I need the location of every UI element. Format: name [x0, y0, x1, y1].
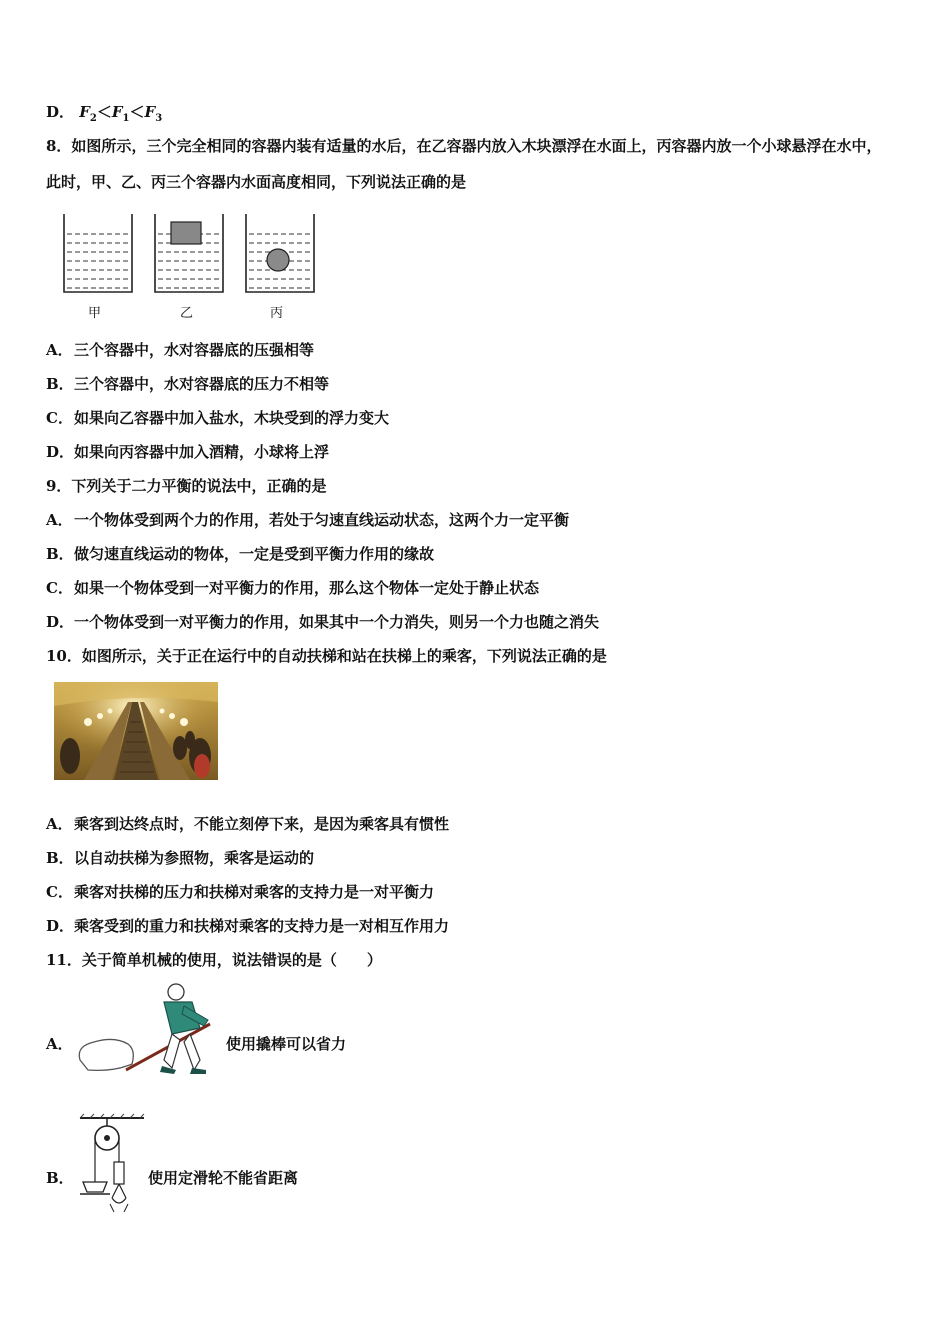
option-text: 一个物体受到一对平衡力的作用，如果其中一个力消失，则另一个力也随之消失 — [74, 613, 600, 631]
option-text: 以自动扶梯为参照物，乘客是运动的 — [74, 849, 315, 867]
q8-containers-figure — [58, 212, 322, 298]
small-ball — [267, 249, 289, 271]
var-f: F — [144, 103, 156, 121]
less-than: ＜ — [129, 103, 145, 121]
q9-option-d — [46, 612, 599, 632]
crowbar-figure — [74, 980, 224, 1076]
label-bing: 丙 — [270, 306, 284, 321]
option-text: 做匀速直线运动的物体，一定是受到平衡力作用的缘故 — [74, 545, 435, 563]
container-bing — [246, 214, 314, 292]
option-text: 如果一个物体受到一对平衡力的作用，那么这个物体一定处于静止状态 — [74, 579, 540, 597]
option-letter: C． — [46, 579, 73, 597]
option-letter: D． — [46, 917, 75, 935]
option-letter: D． — [46, 443, 75, 461]
q8-option-d — [46, 442, 329, 462]
var-f: F — [111, 103, 123, 121]
option-letter: A． — [46, 815, 73, 833]
option-text: 三个容器中，水对容器底的压力不相等 — [74, 375, 330, 393]
subscript: 1 — [122, 113, 130, 124]
less-than: ＜ — [96, 103, 112, 121]
q8-option-b — [46, 374, 329, 394]
option-letter: C． — [46, 409, 73, 427]
option-letter: D． — [46, 103, 75, 121]
label-jia: 甲 — [88, 306, 102, 321]
q10-option-d — [46, 916, 449, 936]
option-letter: B． — [46, 849, 74, 867]
fixed-pulley-figure — [74, 1112, 150, 1216]
label-yi: 乙 — [180, 306, 194, 321]
q9-option-b — [46, 544, 434, 564]
subscript: 3 — [155, 113, 163, 124]
option-text: 一个物体受到两个力的作用，若处于匀速直线运动状态，这两个力一定平衡 — [74, 511, 570, 529]
q11-option-a-letter: A． — [46, 1035, 73, 1053]
q11-option-b-letter: B． — [46, 1169, 74, 1187]
q9-option-a — [46, 510, 569, 530]
container-jia — [64, 214, 132, 292]
escalator-photo — [54, 682, 218, 780]
q11-option-a-text: 使用撬棒可以省力 — [226, 1035, 347, 1053]
container-yi — [155, 214, 223, 292]
option-letter: B． — [46, 375, 74, 393]
option-letter: A． — [46, 341, 73, 359]
q8-option-c — [46, 408, 389, 428]
option-letter: A． — [46, 511, 73, 529]
q8-option-a — [46, 340, 314, 360]
q11-option-b-text: 使用定滑轮不能省距离 — [148, 1169, 299, 1187]
q9-option-c — [46, 578, 539, 598]
q10-option-a — [46, 814, 449, 834]
option-text: 乘客受到的重力和扶梯对乘客的支持力是一对相互作用力 — [74, 917, 450, 935]
option-letter: D． — [46, 613, 75, 631]
q10-stem: 10．如图所示，关于正在运行中的自动扶梯和站在扶梯上的乘客，下列说法正确的是 — [46, 647, 607, 665]
subscript: 2 — [89, 113, 97, 124]
option-text: 乘客对扶梯的压力和扶梯对乘客的支持力是一对平衡力 — [74, 883, 435, 901]
q10-option-c — [46, 882, 434, 902]
q8-stem: 8．如图所示，三个完全相同的容器内装有适量的水后，在乙容器内放入木块漂浮在水面上，丙容器内放一个小球悬浮在水中，此时，甲、乙、丙三个容器内水面高度相同，下列说法正确的是 — [46, 137, 882, 191]
q7-option-d — [46, 102, 162, 129]
q10-option-b — [46, 848, 314, 868]
option-text: 如果向乙容器中加入盐水，木块受到的浮力变大 — [74, 409, 390, 427]
q9-stem: 9．下列关于二力平衡的说法中，正确的是 — [46, 477, 327, 495]
option-text: 乘客到达终点时，不能立刻停下来，是因为乘客具有惯性 — [74, 815, 450, 833]
q11-stem: 11．关于简单机械的使用，说法错误的是（ ） — [46, 951, 382, 969]
var-f: F — [79, 103, 90, 121]
option-letter: B． — [46, 545, 74, 563]
option-text: 如果向丙容器中加入酒精，小球将上浮 — [74, 443, 330, 461]
option-text: 三个容器中，水对容器底的压强相等 — [74, 341, 315, 359]
wood-block — [171, 222, 201, 244]
option-letter: C． — [46, 883, 73, 901]
